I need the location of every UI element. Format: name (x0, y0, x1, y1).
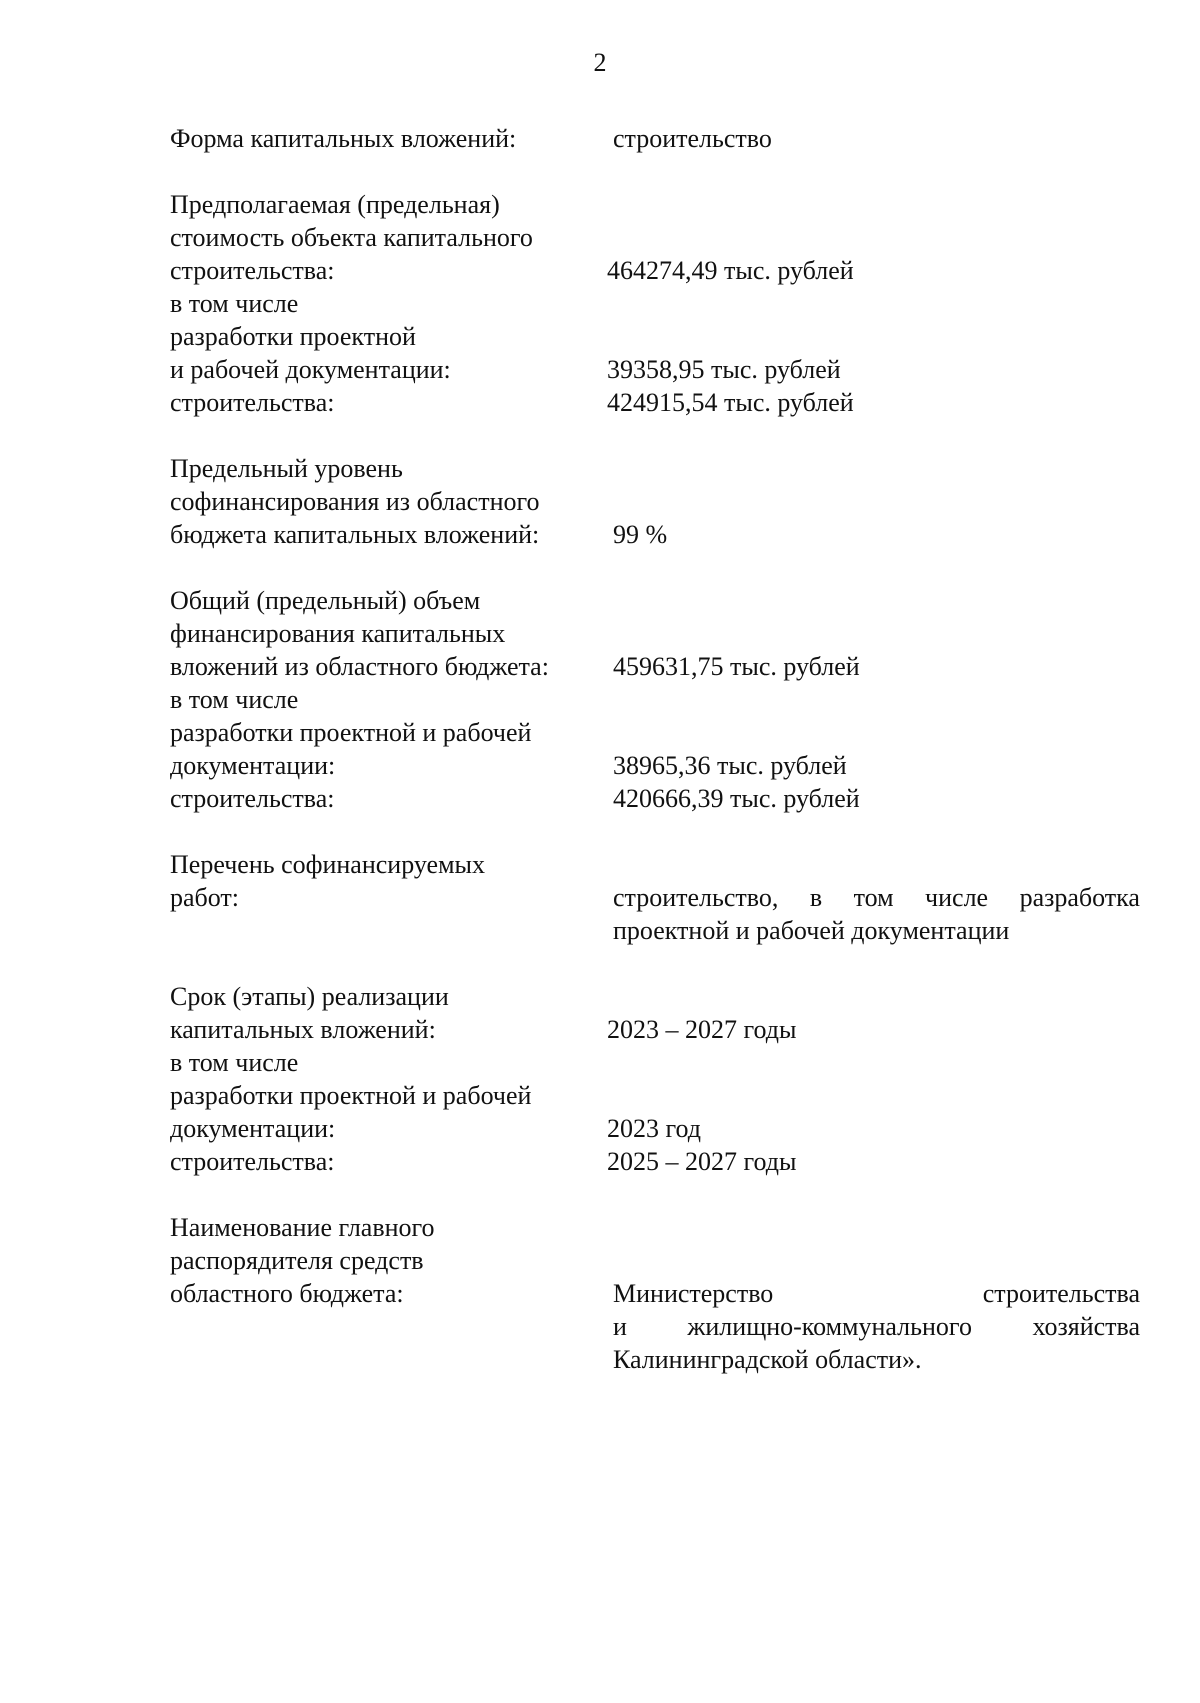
period-design-value: 2023 год (607, 1114, 701, 1143)
cost-label-7: строительства: (170, 388, 335, 417)
period-label-5: документации: (170, 1114, 336, 1143)
administrator-value-line-1 (613, 1277, 1140, 1310)
works-value-line-2: проектной и рабочей документации (613, 916, 1010, 945)
period-label-1: Срок (этапы) реализации (170, 982, 449, 1011)
page-number: 2 (593, 48, 607, 77)
period-construction-value: 2025 – 2027 годы (607, 1147, 797, 1176)
works-value-line-1 (613, 881, 1140, 914)
administrator-value-line-2 (613, 1310, 1140, 1343)
period-label-6: строительства: (170, 1147, 335, 1176)
cofinancing-value: 99 % (613, 520, 668, 549)
administrator-label-1: Наименование главного (170, 1213, 435, 1242)
funding-total-value: 459631,75 тыс. рублей (613, 652, 860, 681)
funding-label-5: разработки проектной и рабочей (170, 718, 532, 747)
administrator-word: и (613, 1312, 627, 1341)
funding-label-7: строительства: (170, 784, 335, 813)
period-total-value: 2023 – 2027 годы (607, 1015, 797, 1044)
administrator-word: Министерство (613, 1279, 774, 1308)
administrator-value-line-3: Калининградской области». (613, 1345, 922, 1374)
funding-label-2: финансирования капитальных (170, 619, 506, 648)
funding-design-value: 38965,36 тыс. рублей (613, 751, 847, 780)
cost-total-value: 464274,49 тыс. рублей (607, 256, 854, 285)
works-word: разработка (1019, 883, 1140, 912)
works-word: числе (925, 883, 989, 912)
works-word: в (809, 883, 823, 912)
administrator-word: хозяйства (1032, 1312, 1140, 1341)
administrator-label-3: областного бюджета: (170, 1279, 404, 1308)
administrator-word: жилищно-коммунального (687, 1312, 972, 1341)
works-word: строительство, (613, 883, 779, 912)
period-label-4: разработки проектной и рабочей (170, 1081, 532, 1110)
funding-label-4: в том числе (170, 685, 299, 714)
form-label: Форма капитальных вложений: (170, 124, 517, 153)
cost-label-4: в том числе (170, 289, 299, 318)
administrator-label-2: распорядителя средств (170, 1246, 424, 1275)
cost-label-6: и рабочей документации: (170, 355, 451, 384)
works-label-2: работ: (170, 883, 240, 912)
administrator-word: строительства (982, 1279, 1140, 1308)
works-label-1: Перечень софинансируемых (170, 850, 485, 879)
cofinancing-label-3: бюджета капитальных вложений: (170, 520, 540, 549)
funding-label-6: документации: (170, 751, 336, 780)
cost-label-3: строительства: (170, 256, 335, 285)
cost-construction-value: 424915,54 тыс. рублей (607, 388, 854, 417)
funding-label-3: вложений из областного бюджета: (170, 652, 549, 681)
period-label-2: капитальных вложений: (170, 1015, 436, 1044)
funding-label-1: Общий (предельный) объем (170, 586, 481, 615)
cost-label-5: разработки проектной (170, 322, 416, 351)
cost-label-1: Предполагаемая (предельная) (170, 190, 500, 219)
period-label-3: в том числе (170, 1048, 299, 1077)
form-value: строительство (613, 124, 772, 153)
cofinancing-label-1: Предельный уровень (170, 454, 403, 483)
funding-construction-value: 420666,39 тыс. рублей (613, 784, 860, 813)
cost-design-value: 39358,95 тыс. рублей (607, 355, 841, 384)
works-word: том (853, 883, 894, 912)
cost-label-2: стоимость объекта капитального (170, 223, 533, 252)
cofinancing-label-2: софинансирования из областного (170, 487, 540, 516)
